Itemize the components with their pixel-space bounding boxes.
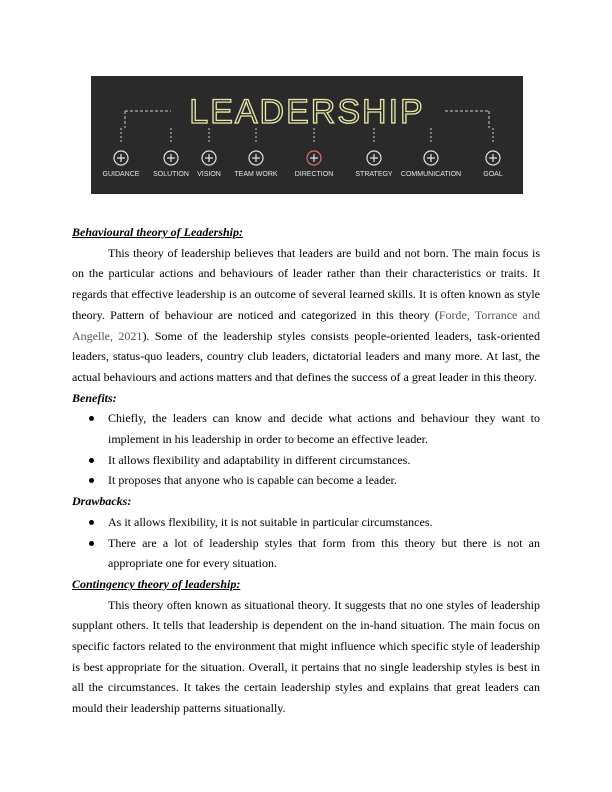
paragraph-contingency: This theory often known as situational theory. It suggests that no one styles of leadership supplant others. It tells that leadership is dependent on the in-hand situation. The main focus on specific factors related to the environment that might influence which specific style of leadership is best appropriate for the situation. Overall, it pertains that no single leadership styles is best in all the circumstances. It takes the certain leadership styles and explains that great leaders can mould their leadership patterns situationally. (72, 597, 540, 716)
list-item (72, 408, 540, 449)
paragraph-text: ). Some of the leadership styles consists people-oriented leaders, task-oriented leaders, status-quo leaders, country club leaders, dictatorial leaders and many more. At last, the actual behaviours and actions matters and that defines the success of a great leader in this theory. (72, 328, 540, 384)
goal-target-icon (486, 151, 500, 165)
banner-label: DIRECTION (294, 171, 334, 178)
banner-label: SOLUTION (153, 171, 189, 178)
benefits-label: Benefits: (72, 390, 117, 405)
paragraph-text: This theory of leadership believes that leaders are build and not born. The main focus is on the particular actions and behaviours of leader rather than their characteristics or traits. It regards that effective leadership is an outcome of several learned skills. It is often known as style theory. Pattern of behaviour are noticed and categorized in this theory ( (72, 245, 540, 322)
drawbacks-list (72, 512, 540, 574)
banner-label: GUIDANCE (102, 171, 140, 178)
list-item (72, 533, 540, 574)
drawbacks-label: Drawbacks: (72, 494, 132, 509)
banner-title: LEADERSHIP (189, 93, 425, 131)
bullet-icon (89, 541, 94, 546)
banner-label: COMMUNICATION (400, 171, 462, 178)
banner-label: TEAM WORK (234, 171, 278, 178)
list-item-text: As it allows flexibility, it is not suitable in particular circumstances. (108, 514, 433, 529)
list-item (72, 450, 540, 471)
bullet-icon (89, 520, 94, 525)
section-heading-behavioural: Behavioural theory of Leadership: (72, 225, 243, 239)
citation: Forde, Torrance and Angelle, 2021 (72, 307, 540, 343)
strategy-chess-icon (367, 151, 381, 165)
direction-compass-icon (307, 151, 321, 165)
leadership-banner (91, 76, 523, 194)
teamwork-gears-icon (249, 151, 263, 165)
list-item-text: It allows flexibility and adaptability in different circumstances. (108, 452, 411, 467)
bullet-icon (89, 416, 94, 421)
bullet-icon (89, 458, 94, 463)
banner-label: VISION (197, 171, 221, 178)
bullet-icon (89, 478, 94, 483)
solution-lightbulb-icon (164, 151, 178, 165)
list-item (72, 470, 540, 491)
section-heading-contingency: Contingency theory of leadership: (72, 576, 241, 591)
banner-label: STRATEGY (355, 171, 393, 178)
list-item-text: There are a lot of leadership styles that form from this theory but there is not an appropriate one for every situation. (108, 535, 540, 571)
banner-label: GOAL (483, 171, 503, 178)
list-item-text: Chiefly, the leaders can know and decide what actions and behaviour they want to implement in his leadership in order to become an effective leader. (108, 411, 540, 447)
vision-eye-icon (202, 151, 216, 165)
communication-chat-icon (424, 151, 438, 165)
list-item-text: It proposes that anyone who is capable can become a leader. (108, 473, 397, 488)
section-behavioural (72, 222, 540, 719)
paragraph-behavioural (72, 243, 540, 388)
list-item (72, 512, 540, 533)
guidance-icon (114, 151, 128, 165)
benefits-list (72, 408, 540, 491)
